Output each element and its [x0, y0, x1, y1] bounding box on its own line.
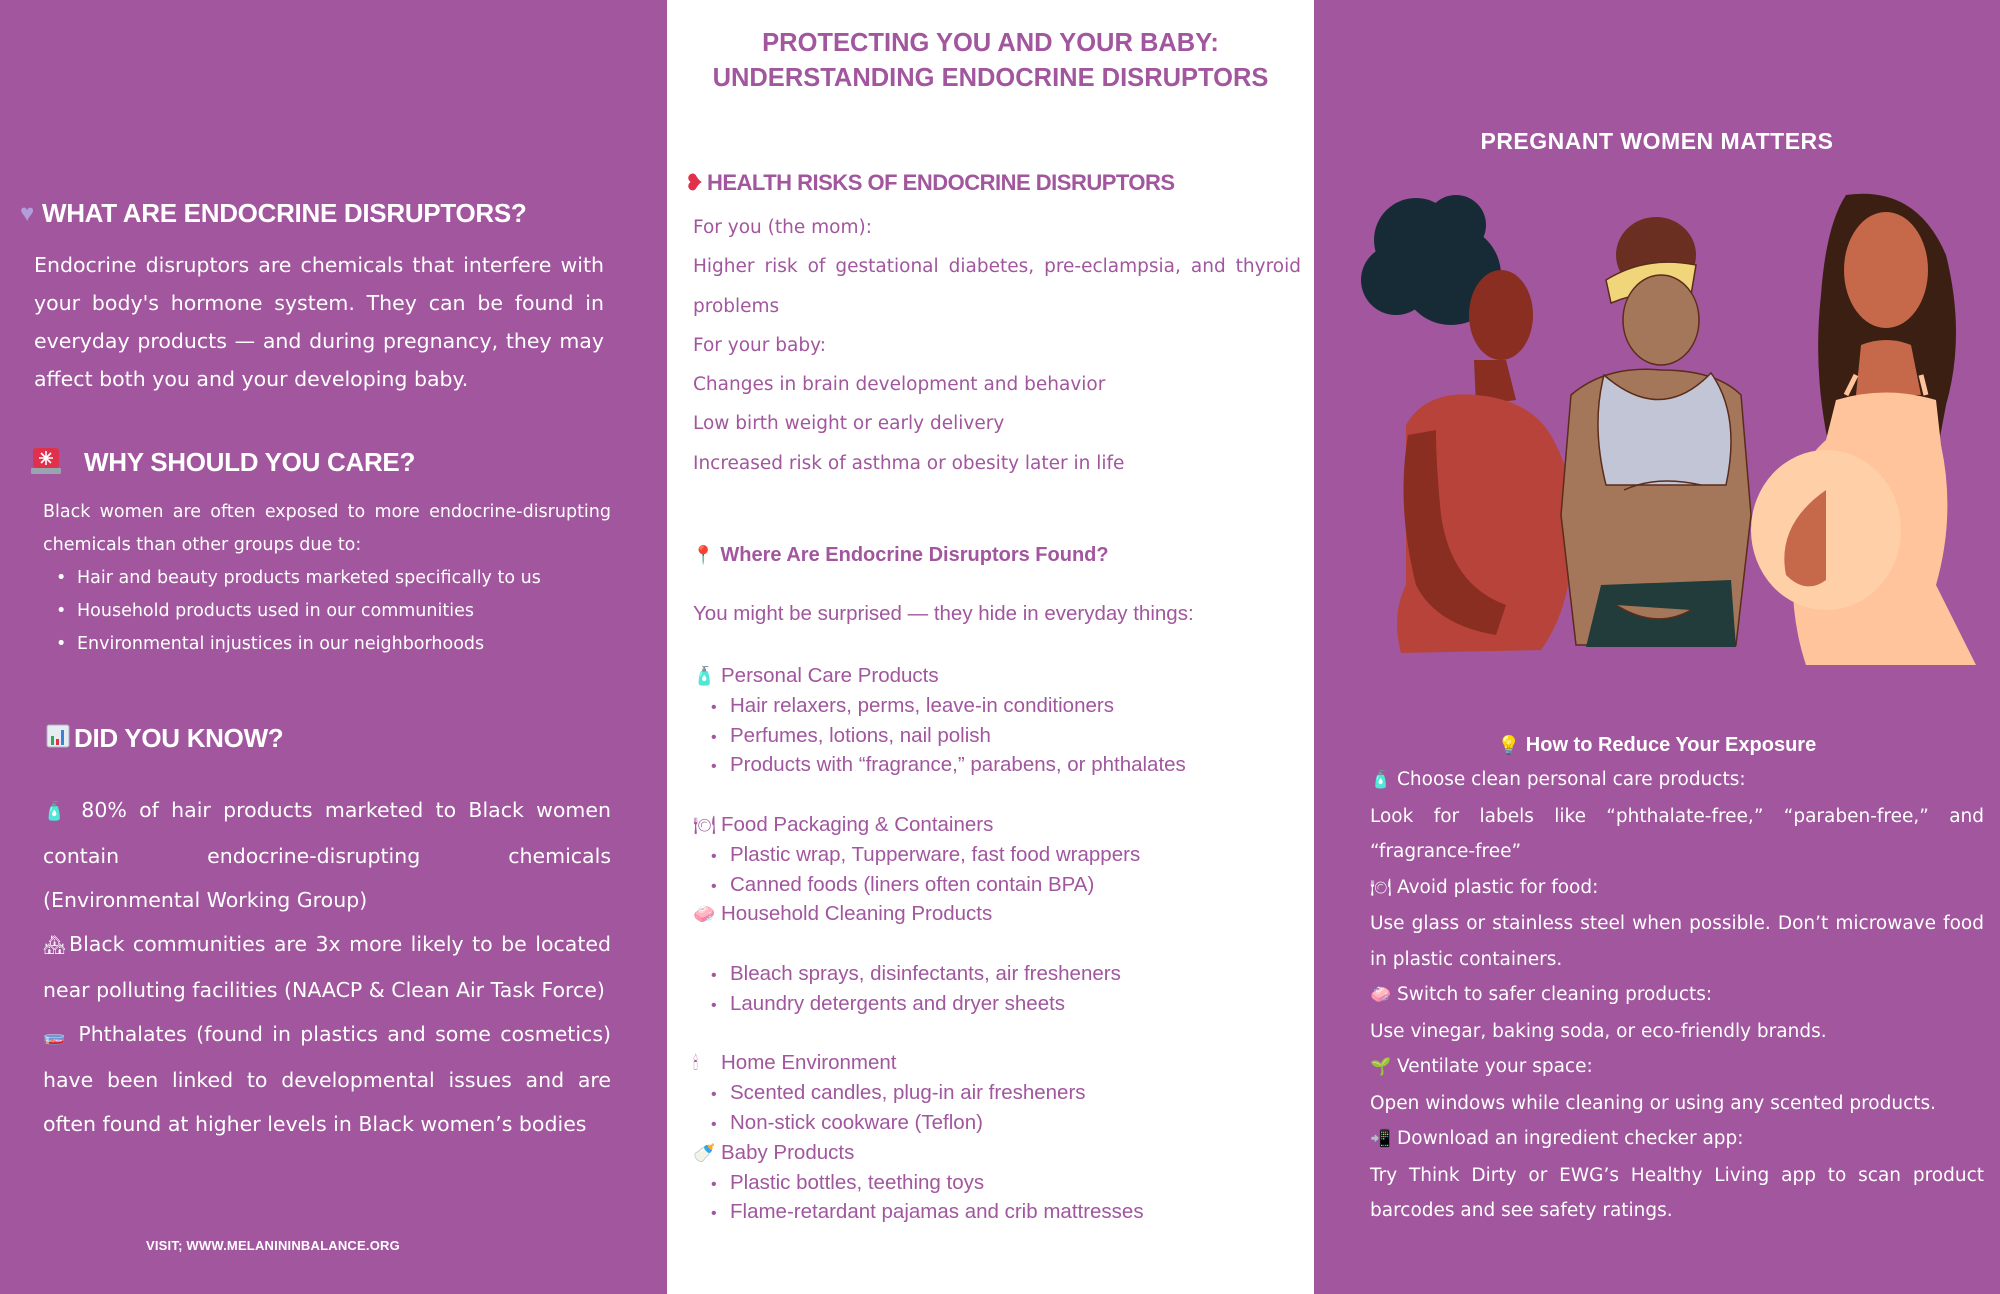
category-item: • Scented candles, plug-in air fresheners	[711, 1081, 1086, 1105]
category-item: • Plastic bottles, teething toys	[711, 1171, 984, 1195]
lotion-bottle-icon: 🧴	[693, 666, 716, 686]
mobile-arrow-icon: 📲	[1370, 1129, 1392, 1149]
health-risks-list	[693, 208, 1301, 483]
what-heading-text: WHAT ARE ENDOCRINE DISRUPTORS?	[41, 198, 527, 228]
risk-line: For your baby:	[693, 334, 826, 356]
baby-bottle-icon: 🍼	[693, 1143, 716, 1163]
category-item: • Hair relaxers, perms, leave-in conditioners	[711, 694, 1114, 718]
page-title	[667, 26, 1314, 96]
why-bullet: • Environmental injustices in our neighborhoods	[54, 628, 541, 661]
tip-title: 🧼 Switch to safer cleaning products:	[1370, 977, 1984, 1014]
right-panel	[1314, 0, 2000, 1294]
right-panel-title: PREGNANT WOMEN MATTERS	[1480, 128, 1834, 154]
risk-line: For you (the mom):	[693, 217, 872, 238]
tip-title: 🌱 Ventilate your space:	[1370, 1049, 1984, 1086]
round-pushpin-icon: 📍	[692, 545, 715, 565]
fork-knife-plate-icon: 🍽	[1370, 877, 1392, 898]
rotating-light-icon	[30, 444, 62, 481]
category-item: • Non-stick cookware (Teflon)	[711, 1111, 983, 1135]
why-body: Black women are often exposed to more endocrine-disrupting chemicals than other groups due to:	[43, 502, 611, 555]
facts-list	[43, 788, 611, 1146]
tip-body: Use vinegar, baking soda, or eco-friendly brands.	[1370, 1020, 1827, 1042]
fact-item: 🧫 Phthalates (found in plastics and some cosmetics) have been linked to developmental issues and are often found at higher levels in Black women’s bodies	[43, 1012, 611, 1146]
risk-line: Increased risk of asthma or obesity later in life	[693, 452, 1125, 474]
pregnant-women-illustration	[1356, 185, 2000, 665]
category-item: • Perfumes, lotions, nail polish	[711, 724, 991, 748]
tip-body: Try Think Dirty or EWG’s Healthy Living app to scan product barcodes and see safety ratings.	[1370, 1164, 1984, 1221]
risk-line: Low birth weight or early delivery	[693, 413, 1005, 435]
left-panel	[0, 0, 667, 1294]
category-personal-care: 🧴 Personal Care Products	[693, 664, 939, 687]
tip-title: 🧴 Choose clean personal care products:	[1370, 762, 1984, 799]
why-bullet: • Hair and beauty products marketed specifically to us	[54, 562, 541, 595]
fact-item: 🏘 Black communities are 3x more likely to be located near polluting facilities (NAACP & Clean Air Task Force)	[43, 922, 611, 1012]
why-bullet-list	[54, 562, 541, 661]
category-item: • Products with “fragrance,” parabens, or phthalates	[711, 753, 1186, 777]
seedling-icon: 🌱	[1370, 1057, 1392, 1077]
reduce-tips-list	[1370, 762, 1984, 1229]
woman-right-figure	[1751, 194, 1976, 665]
did-you-know-heading-text: DID YOU KNOW?	[74, 723, 284, 753]
where-found-intro: You might be surprised — they hide in everyday things:	[693, 602, 1194, 625]
where-found-heading: 📍 Where Are Endocrine Disruptors Found?	[692, 544, 1109, 566]
website-link[interactable]: VISIT; WWW.MELANININBALANCE.ORG	[146, 1238, 400, 1253]
category-item: • Laundry detergents and dryer sheets	[711, 992, 1065, 1016]
fact-item: 🧴 80% of hair products marketed to Black women contain endocrine-disrupting chemicals (Environmental Working Group)	[43, 788, 611, 922]
health-risks-heading: ❥ HEALTH RISKS OF ENDOCRINE DISRUPTORS	[685, 170, 1175, 195]
soap-icon: 🧼	[693, 904, 716, 924]
reduce-exposure-heading: 💡 How to Reduce Your Exposure	[1497, 734, 1817, 756]
tip-title: 📲 Download an ingredient checker app:	[1370, 1121, 1984, 1158]
woman-left-figure	[1361, 195, 1574, 653]
lotion-bottle-icon: 🧴	[43, 801, 66, 822]
broken-heart-icon: ❥	[685, 170, 703, 195]
what-body: Endocrine disruptors are chemicals that interfere with your body's hormone system. They can be found in everyday products — and during pregnancy, they may affect both you and your developing baby.	[34, 253, 604, 391]
category-household-cleaning: 🧼 Household Cleaning Products	[693, 902, 993, 925]
why-heading-text: WHY SHOULD YOU CARE?	[84, 447, 416, 477]
risk-line: Changes in brain development and behavior	[693, 374, 1106, 396]
category-food-packaging: 🍽 Food Packaging & Containers	[693, 813, 994, 836]
category-item: • Flame-retardant pajamas and crib mattresses	[711, 1200, 1144, 1224]
petri-dish-icon: 🧫	[43, 1025, 66, 1046]
fork-knife-plate-icon: 🍽	[693, 815, 716, 835]
title-line-1: PROTECTING YOU AND YOUR BABY:	[762, 29, 1219, 57]
why-bullet: • Household products used in our communities	[54, 595, 541, 628]
tip-title: 🍽 Avoid plastic for food:	[1370, 870, 1984, 907]
lotion-bottle-icon: 🧴	[1370, 770, 1392, 790]
soap-icon: 🧼	[1370, 985, 1392, 1005]
houses-icon: 🏘	[43, 935, 66, 956]
what-heading	[20, 198, 526, 229]
tip-body: Open windows while cleaning or using any scented products.	[1370, 1092, 1937, 1114]
bar-chart-icon	[46, 724, 70, 753]
risk-line: Higher risk of gestational diabetes, pre-eclampsia, and thyroid problems	[693, 256, 1301, 317]
purple-heart-icon: ♥	[20, 199, 34, 227]
middle-panel	[667, 0, 1314, 1294]
category-item: • Plastic wrap, Tupperware, fast food wrappers	[711, 843, 1140, 867]
category-home-environment: 🕯 Home Environment	[693, 1051, 897, 1074]
why-heading	[30, 444, 415, 481]
tip-body: Look for labels like “phthalate-free,” “paraben-free,” and “fragrance-free”	[1370, 805, 1984, 862]
category-baby-products: 🍼 Baby Products	[693, 1141, 855, 1164]
category-item: • Canned foods (liners often contain BPA)	[711, 873, 1094, 897]
woman-middle-figure	[1561, 217, 1751, 647]
title-line-2: UNDERSTANDING ENDOCRINE DISRUPTORS	[712, 64, 1269, 92]
category-item: • Bleach sprays, disinfectants, air fresheners	[711, 962, 1121, 986]
tip-body: Use glass or stainless steel when possible. Don’t microwave food in plastic containers.	[1370, 913, 1984, 970]
light-bulb-icon: 💡	[1497, 735, 1521, 755]
candle-icon: 🕯	[693, 1053, 699, 1073]
did-you-know-heading	[46, 723, 283, 754]
